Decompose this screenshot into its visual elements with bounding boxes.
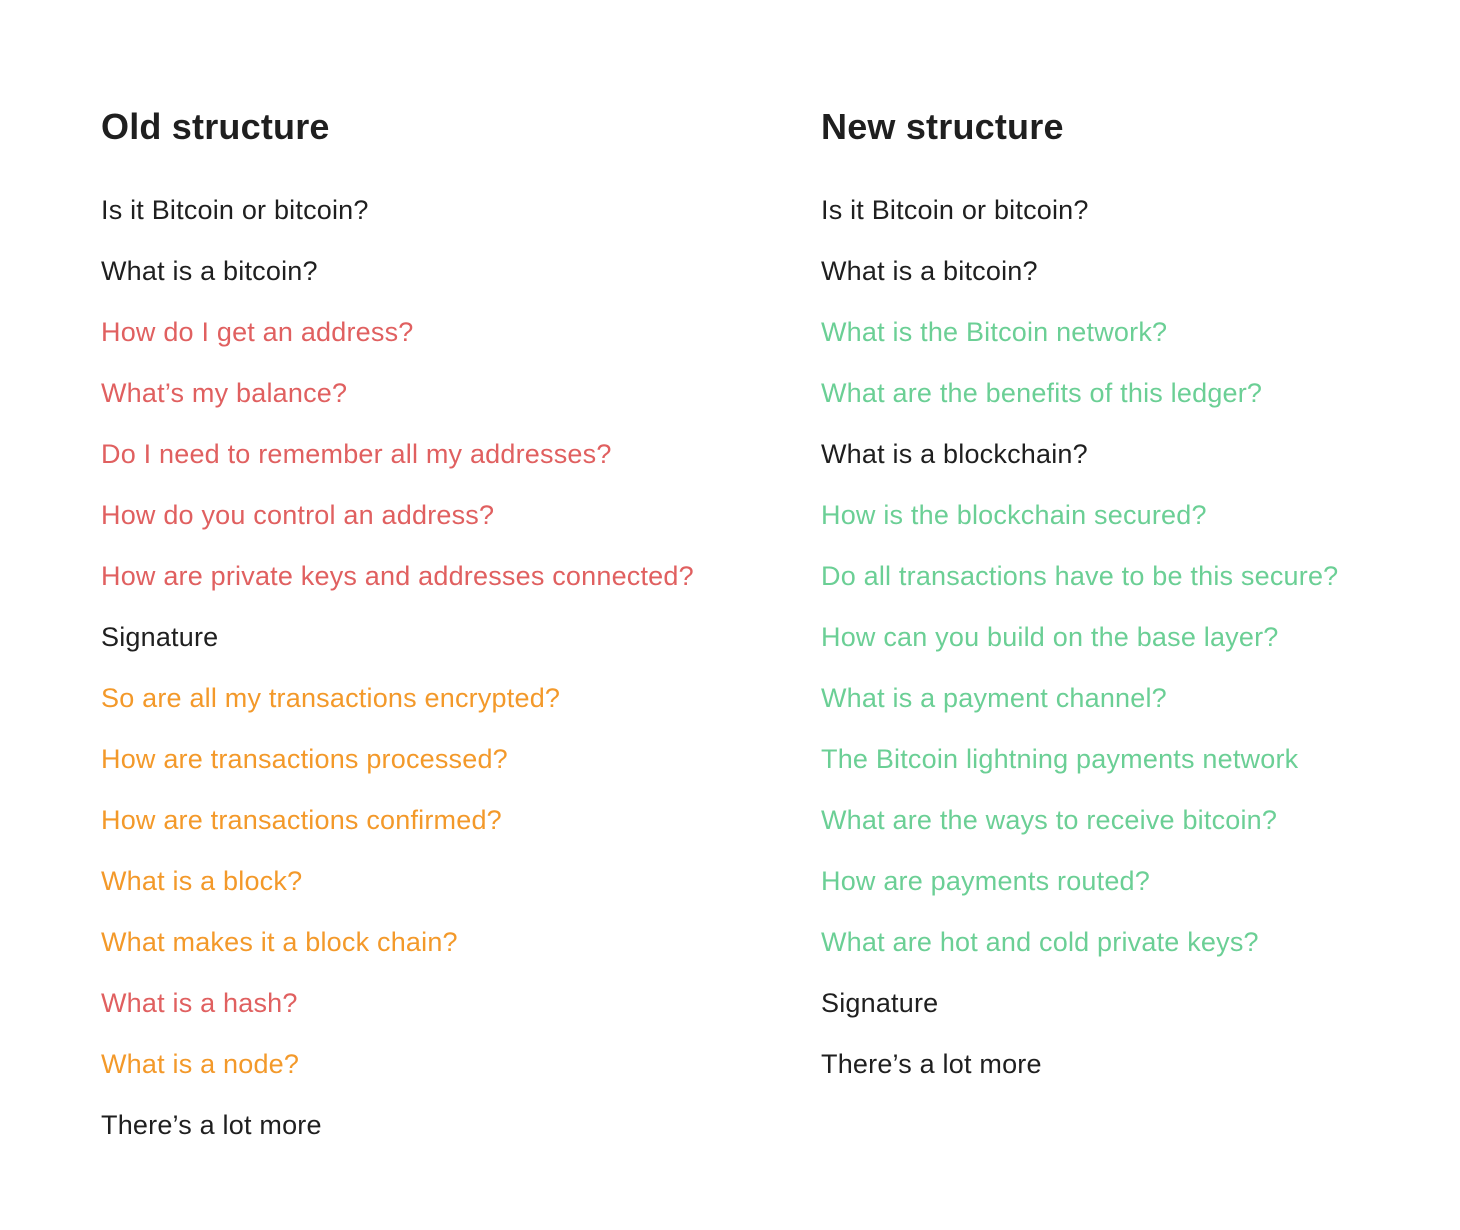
old-structure-item: What is a block?: [101, 866, 303, 896]
new-structure-heading: New structure: [821, 106, 1064, 147]
new-structure-item: How is the blockchain secured?: [821, 500, 1207, 530]
old-structure-item: What’s my balance?: [101, 378, 348, 408]
new-structure-item: Signature: [821, 988, 939, 1018]
old-structure-item: What makes it a block chain?: [101, 927, 458, 957]
new-structure-item: What are the benefits of this ledger?: [821, 378, 1263, 408]
old-structure-item: Signature: [101, 622, 219, 652]
old-structure-item: How are transactions confirmed?: [101, 805, 502, 835]
new-structure-item: What is a blockchain?: [821, 439, 1088, 469]
old-structure-item: Do I need to remember all my addresses?: [101, 439, 612, 469]
new-structure-list: [821, 180, 1460, 1095]
old-structure-heading: Old structure: [101, 106, 330, 147]
old-structure-column: [101, 104, 741, 1156]
old-structure-item: What is a hash?: [101, 988, 298, 1018]
new-structure-item: How can you build on the base layer?: [821, 622, 1279, 652]
old-structure-item: Is it Bitcoin or bitcoin?: [101, 195, 369, 225]
new-structure-item: What is the Bitcoin network?: [821, 317, 1168, 347]
old-structure-item: How are transactions processed?: [101, 744, 508, 774]
new-structure-item: How are payments routed?: [821, 866, 1150, 896]
old-structure-item: What is a bitcoin?: [101, 256, 318, 286]
old-structure-item: What is a node?: [101, 1049, 300, 1079]
old-structure-item: How are private keys and addresses connected?: [101, 561, 694, 591]
old-structure-item: How do you control an address?: [101, 500, 495, 530]
old-structure-list: [101, 180, 741, 1156]
old-structure-item: There’s a lot more: [101, 1110, 322, 1140]
new-structure-item: What is a payment channel?: [821, 683, 1167, 713]
old-structure-item: How do I get an address?: [101, 317, 414, 347]
old-structure-item: So are all my transactions encrypted?: [101, 683, 561, 713]
new-structure-item: Is it Bitcoin or bitcoin?: [821, 195, 1089, 225]
new-structure-item: What is a bitcoin?: [821, 256, 1038, 286]
new-structure-item: Do all transactions have to be this secure?: [821, 561, 1339, 591]
new-structure-item: The Bitcoin lightning payments network: [821, 744, 1299, 774]
new-structure-item: What are the ways to receive bitcoin?: [821, 805, 1278, 835]
new-structure-item: What are hot and cold private keys?: [821, 927, 1259, 957]
new-structure-item: There’s a lot more: [821, 1049, 1042, 1079]
new-structure-column: [821, 104, 1460, 1095]
